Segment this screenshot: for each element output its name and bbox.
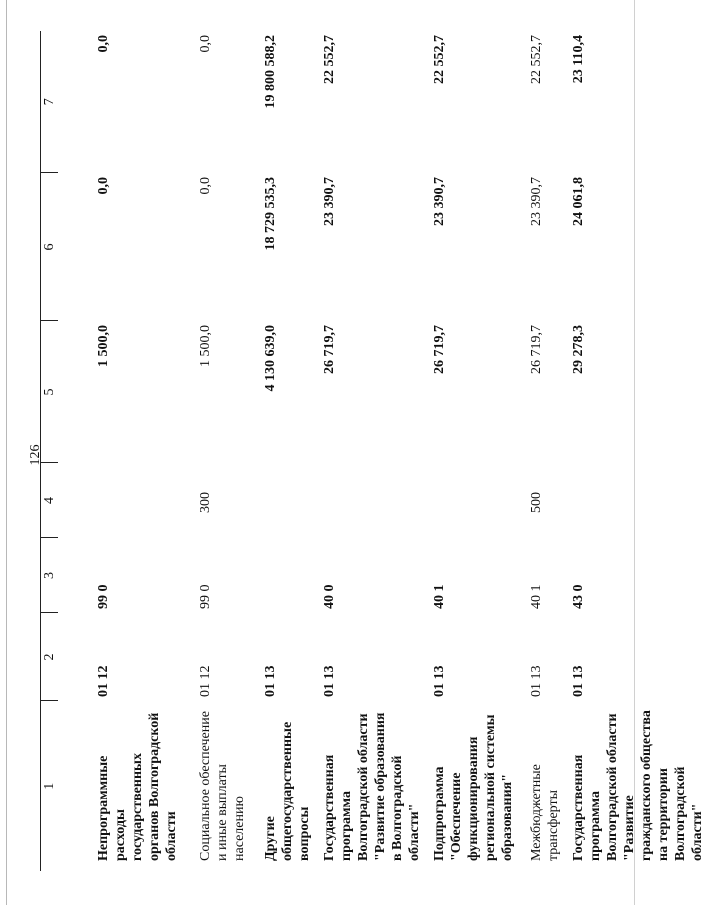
row-expense-kind <box>313 463 423 538</box>
row-expense-kind <box>58 463 180 538</box>
header-col-1: 1 <box>41 701 59 871</box>
row-value-col5: 4 130 639,0 <box>263 325 278 392</box>
table-body <box>58 31 706 871</box>
header-col-7: 7 <box>41 31 59 173</box>
row-value-col5: 1 500,0 <box>96 325 111 367</box>
row-expense-kind <box>423 463 516 538</box>
row-section-code: 01 13 <box>529 665 544 697</box>
row-target-code: 40 0 <box>322 584 337 609</box>
scan-edge-left <box>6 0 7 905</box>
row-section-code: 01 13 <box>432 665 447 697</box>
row-value-col5: 26 719,7 <box>322 325 337 374</box>
row-value-col7: 23 110,4 <box>571 35 586 84</box>
row-target-code: 40 1 <box>432 584 447 609</box>
row-value-col7: 0,0 <box>198 35 213 53</box>
table-row <box>58 31 180 871</box>
row-section-code: 01 12 <box>198 665 213 697</box>
row-name: Подпрограмма "Обеспечение функционирования региональной системы образования" <box>432 714 515 861</box>
row-name: Социальное обеспечение и иные выплаты населению <box>198 711 247 861</box>
budget-table <box>40 31 706 871</box>
table-row <box>423 31 516 871</box>
table-row <box>313 31 423 871</box>
table-row <box>516 31 562 871</box>
row-value-col6: 0,0 <box>96 177 111 195</box>
row-expense-kind <box>562 463 706 538</box>
row-value-col6: 24 061,8 <box>571 177 586 226</box>
row-name: Государственная программа Волгоградской области "Развитие гражданского общества на территории Волгоградской области" <box>571 710 705 861</box>
rotated-page-content <box>40 31 705 871</box>
row-value-col7: 19 800 588,2 <box>263 35 278 109</box>
row-target-code: 99 0 <box>198 584 213 609</box>
row-expense-kind <box>248 463 313 538</box>
row-target-code: 40 1 <box>529 584 544 609</box>
row-value-col7: 22 552,7 <box>432 35 447 84</box>
table-row <box>562 31 706 871</box>
row-value-col6: 23 390,7 <box>432 177 447 226</box>
row-name: Государственная программа Волгоградской области "Развитие образования в Волгоградской области" <box>322 712 422 861</box>
header-col-4: 4 <box>41 463 59 538</box>
header-col-3: 3 <box>41 538 59 613</box>
row-section-code: 01 13 <box>263 665 278 697</box>
row-value-col6: 0,0 <box>198 177 213 195</box>
row-value-col5: 26 719,7 <box>529 325 544 374</box>
row-value-col5: 1 500,0 <box>198 325 213 367</box>
row-value-col5: 29 278,3 <box>571 325 586 374</box>
header-col-5: 5 <box>41 321 59 463</box>
table-header <box>41 31 59 871</box>
table-row <box>180 31 248 871</box>
header-col-2: 2 <box>41 613 59 701</box>
row-section-code: 01 13 <box>571 665 586 697</box>
header-col-6: 6 <box>41 173 59 321</box>
row-name: Другие общегосударственные вопросы <box>263 721 312 861</box>
row-expense-kind: 500 <box>529 492 544 513</box>
row-value-col7: 0,0 <box>96 35 111 53</box>
row-name: Непрограммные расходы государственных органов Волгоградской области <box>96 712 179 861</box>
row-value-col6: 18 729 535,3 <box>263 177 278 251</box>
row-target-code: 99 0 <box>96 584 111 609</box>
row-expense-kind: 300 <box>198 492 213 513</box>
row-value-col6: 23 390,7 <box>529 177 544 226</box>
row-value-col7: 22 552,7 <box>529 35 544 84</box>
row-section-code: 01 13 <box>322 665 337 697</box>
table-row <box>248 31 313 871</box>
row-target-code <box>248 538 313 613</box>
row-name: Межбюджетные трансферты <box>529 764 561 861</box>
row-value-col7: 22 552,7 <box>322 35 337 84</box>
page-number: 126 <box>28 444 43 466</box>
row-value-col5: 26 719,7 <box>432 325 447 374</box>
header-row <box>41 31 59 871</box>
row-section-code: 01 12 <box>96 665 111 697</box>
row-value-col6: 23 390,7 <box>322 177 337 226</box>
row-target-code: 43 0 <box>571 584 586 609</box>
